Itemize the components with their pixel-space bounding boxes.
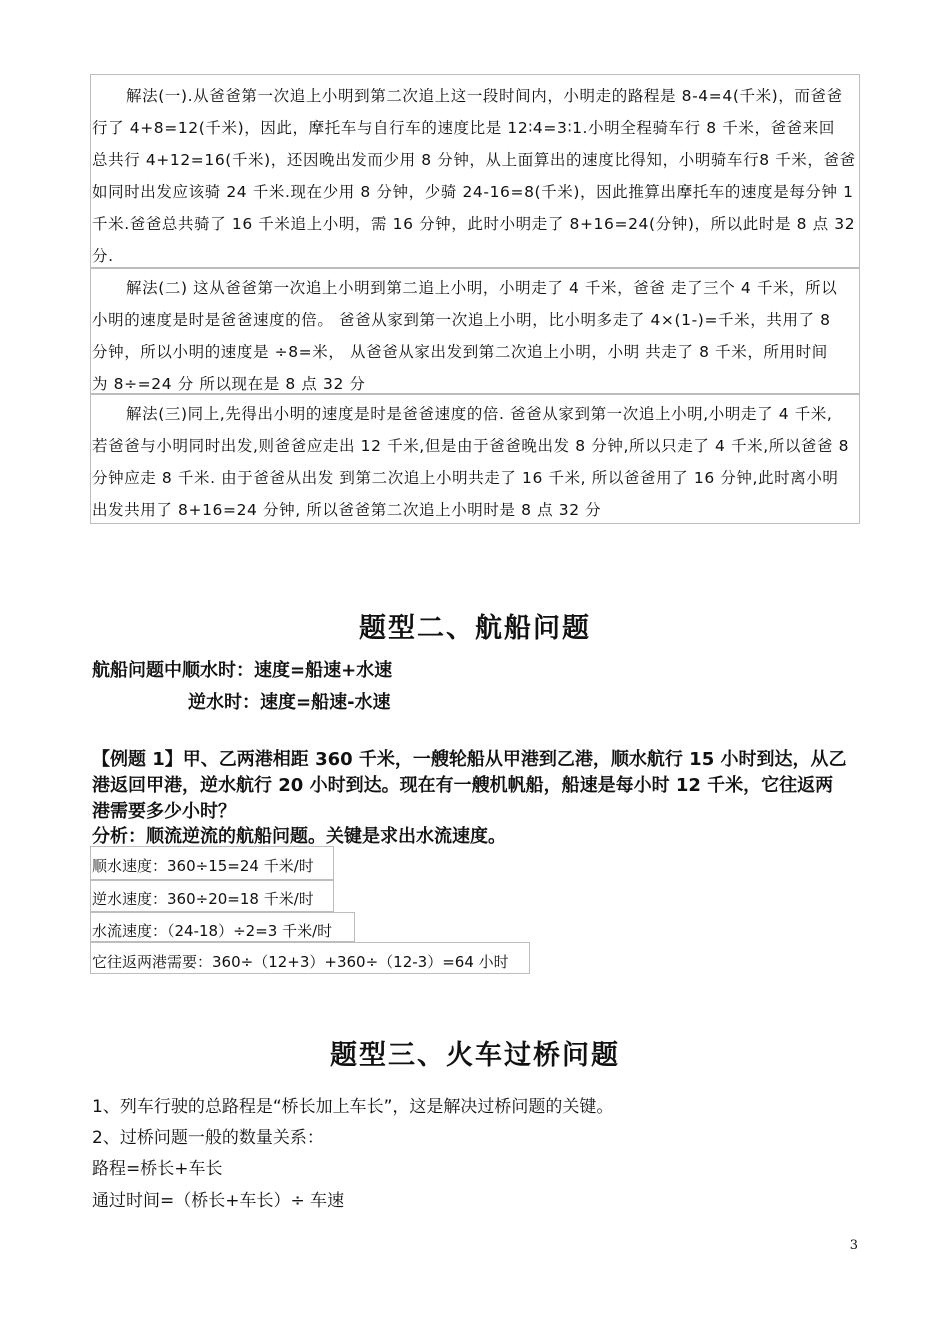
solution-2: [92, 272, 860, 396]
example-1-line-2: 港返回甲港，逆水航行 20 小时到达。现在有一艘机帆船，船速是每小时 12 千米，它往返两: [92, 775, 834, 796]
example-1-line-1: [92, 745, 846, 771]
solution-3-line: 出发共用了 8+16=24 分钟, 所以爸爸第二次追上小明时是 8 点 32 分: [92, 501, 602, 519]
calc-line-4: 它往返两港需要：360÷（12+3）+360÷（12-3）=64 小时: [92, 953, 509, 971]
section-2-title: 题型二、航船问题: [359, 613, 591, 644]
analysis: 分析：顺流逆流的航船问题。关键是求出水流速度。: [92, 826, 506, 847]
solution-2-line: 分钟，所以小明的速度是 ÷8=米， 从爸爸从家出发到第二次追上小明，小明 共走了 8 千米，所用时间: [92, 343, 828, 361]
solution-1-line: 行了 4+8=12(千米)，因此，摩托车与自行车的速度比是 12∶4=3∶1.小明全程骑车行 8 千米，爸爸来回: [92, 119, 835, 137]
rule-line-1: 航船问题中顺水时：速度=船速+水速: [92, 660, 393, 681]
example-text: 甲、乙两港相距 360 千米，一艘轮船从甲港到乙港，顺水航行 15 小时到达，从乙: [182, 749, 847, 770]
example-tag: 【例题 1】: [92, 749, 183, 770]
page-number: 3: [849, 1238, 858, 1253]
calc-line-2: 逆水速度：360÷20=18 千米/时: [92, 890, 314, 908]
solution-2-line: 为 8÷=24 分 所以现在是 8 点 32 分: [92, 375, 366, 393]
solution-2-line: 小明的速度是时是爸爸速度的倍。 爸爸从家到第一次追上小明，比小明多走了 4×(1-)=千米，共用了 8: [92, 311, 831, 329]
solution-1-line: 分.: [92, 247, 114, 265]
solution-1: [92, 80, 860, 270]
section-3-line: 1、列车行驶的总路程是“桥长加上车长”，这是解决过桥问题的关键。: [92, 1097, 614, 1117]
rule-line-2: 逆水时：速度=船速-水速: [188, 692, 391, 713]
section-3-line: 通过时间=（桥长+车长）÷ 车速: [92, 1191, 345, 1211]
solution-3-line: 解法(三)同上,先得出小明的速度是时是爸爸速度的倍. 爸爸从家到第一次追上小明,小明走了 4 千米,: [126, 405, 833, 423]
solution-3: [92, 398, 860, 526]
example-1-line-3: 港需要多少小时？: [92, 801, 236, 822]
section-3-title: 题型三、火车过桥问题: [330, 1040, 620, 1071]
solution-1-line: 解法(一).从爸爸第一次追上小明到第二次追上这一段时间内，小明走的路程是 8-4=4(千米)，而爸爸: [126, 87, 843, 105]
calc-line-3: 水流速度：（24-18）÷2=3 千米/时: [92, 922, 333, 940]
solution-1-line: 总共行 4+12=16(千米)，还因晚出发而少用 8 分钟，从上面算出的速度比得知，小明骑车行8 千米，爸爸: [92, 151, 856, 169]
solution-1-line: 千米.爸爸总共骑了 16 千米追上小明，需 16 分钟，此时小明走了 8+16=24(分钟)，所以此时是 8 点 32: [92, 215, 856, 233]
solution-3-line: 若爸爸与小明同时出发,则爸爸应走出 12 千米,但是由于爸爸晚出发 8 分钟,所以只走了 4 千米,所以爸爸 8: [92, 437, 850, 455]
solution-2-line: 解法(二) 这从爸爸第一次追上小明到第二追上小明，小明走了 4 千米，爸爸 走了三个 4 千米，所以: [126, 279, 838, 297]
solution-1-line: 如同时出发应该骑 24 千米.现在少用 8 分钟，少骑 24-16=8(千米)，因此推算出摩托车的速度是每分钟 1: [92, 183, 854, 201]
section-3-line: 路程=桥长+车长: [92, 1159, 223, 1179]
calc-line-1: 顺水速度：360÷15=24 千米/时: [92, 857, 314, 875]
section-3-line: 2、过桥问题一般的数量关系：: [92, 1128, 324, 1148]
solution-3-line: 分钟应走 8 千米. 由于爸爸从出发 到第二次追上小明共走了 16 千米, 所以爸爸用了 16 分钟,此时离小明: [92, 469, 839, 487]
